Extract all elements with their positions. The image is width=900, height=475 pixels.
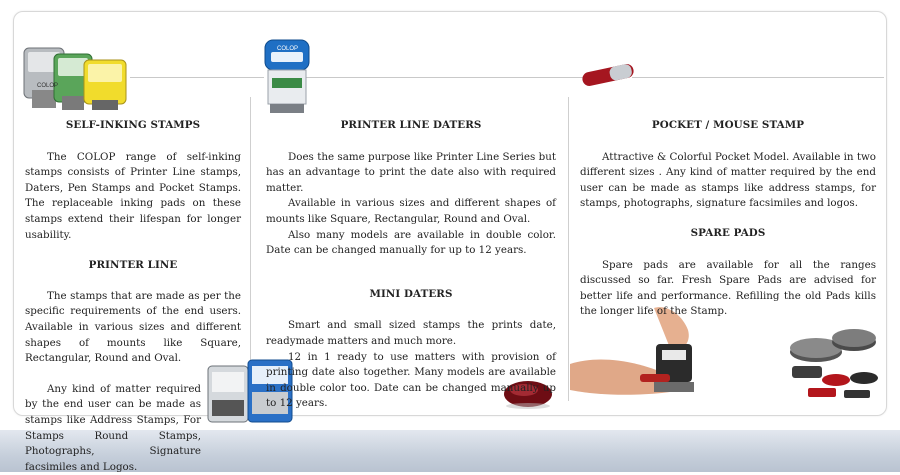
paragraph-self-inking-stamps: The COLOP range of self-inking stamps consists of Printer Line stamps, Daters, Pen Stamps and Pocket Stamps. The replaceable inking pads on these stamps extend their lifespan for longer usability. (25, 150, 241, 241)
paragraph-mini-daters-1: Smart and small sized stamps the prints date, readymade matters and much more. (266, 319, 556, 347)
spare-pads-photo (782, 318, 888, 404)
column-left (25, 118, 241, 475)
column-divider-2 (568, 97, 569, 401)
column-middle (266, 118, 556, 412)
column-right (580, 118, 876, 320)
section-heading-mini-daters: MINI DATERS (369, 287, 453, 300)
paragraph-printer-line-daters-2: Available in various sizes and different shapes of mounts like Square, Rectangular, Round and Oval. (266, 197, 556, 225)
section-heading-self-inking-stamps: SELF-INKING STAMPS (65, 119, 201, 131)
colop-mark-dater: COLOP (277, 46, 299, 52)
header-divider-middle (306, 77, 584, 78)
section-heading-printer-line: PRINTER LINE (88, 259, 178, 272)
section-heading-printer-line-daters: PRINTER LINE DATERS (340, 119, 482, 131)
paragraph-printer-line-daters-3: Also many models are available in double color. Date can be changed manually for up to 12 years. (266, 228, 556, 257)
header-divider-right (632, 77, 884, 78)
section-heading-spare-pads: SPARE PADS (690, 226, 766, 239)
paragraph-mini-daters-2: 12 in 1 ready to use matters with provision of printing date also together. Many models are available in double color too. Date can be changed manually up to 12 years. (266, 350, 556, 410)
header-divider-left (130, 77, 264, 78)
paragraph-pocket-mouse-stamp: Attractive & Colorful Pocket Model. Available in two different sizes . Any kind of matter required by the end user can be made as stamps like address stamps, for stamps, photographs, signature facsimiles and logos. (580, 150, 876, 210)
printer-line-dater-photo (262, 38, 312, 116)
paragraph-printer-line-1: The stamps that are made as per the specific requirements of the end users. Available in various sizes and different shapes of mounts like Square, Rectangular, Round and Oval. (25, 289, 241, 365)
paragraph-printer-line-daters-1: Does the same purpose like Printer Line Series but has an advantage to print the date also with required matter. (266, 150, 556, 194)
paragraph-spare-pads: Spare pads are available for all the ranges discussed so far. Fresh Spare Pads are advised for better life and performance. Refilling the old Pads kills the longer life of the Stamp. (580, 258, 876, 318)
pocket-stamp-photo (580, 60, 636, 90)
colop-mark: COLOP (37, 83, 59, 89)
paragraph-printer-line-2: Any kind of matter required by the end user can be made as stamps like Address Stamps, For Stamps Round Stamps, Photographs, Signature facsimiles and Logos. (25, 382, 201, 473)
self-inking-stamps-photo (20, 42, 132, 112)
section-heading-pocket-mouse-stamp: POCKET / MOUSE STAMP (651, 119, 805, 131)
